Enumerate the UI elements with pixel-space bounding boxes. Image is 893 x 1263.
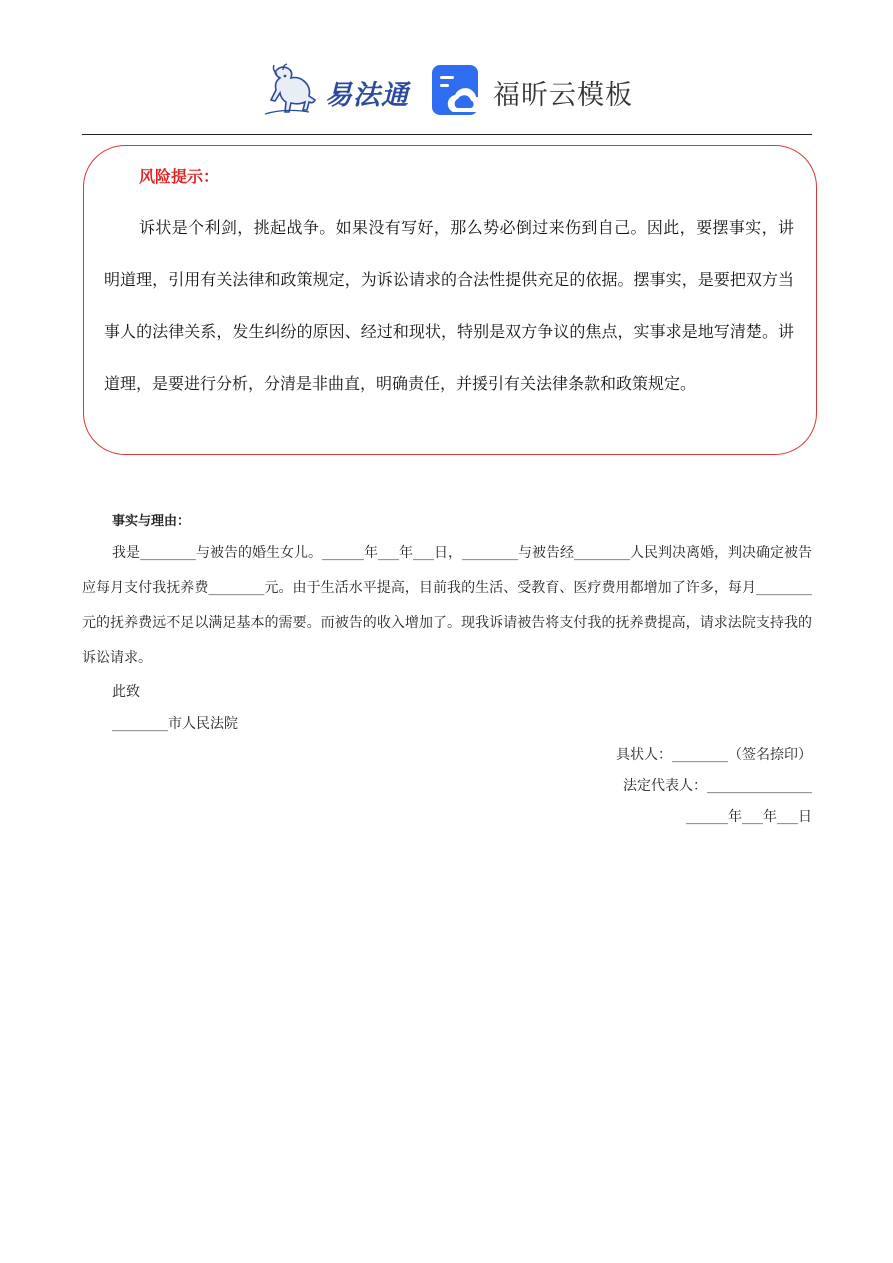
- legal-representative: 法定代表人：_______________: [623, 778, 812, 794]
- salutation: 此致: [112, 684, 140, 700]
- risk-warning-title: 风险提示：: [139, 167, 220, 186]
- cloud-document-icon: [431, 64, 483, 120]
- court-name: ________市人民法院: [112, 716, 238, 732]
- yifatong-logo: [261, 62, 409, 122]
- complaint-body: [82, 508, 812, 833]
- document-date: ______年___年___日: [686, 809, 812, 825]
- yifatong-logo-text: 易法通: [325, 79, 409, 111]
- facts-reasons-heading: 事实与理由：: [112, 514, 191, 529]
- risk-warning-box: [83, 145, 817, 455]
- fuxin-template-logo-text: 福昕云模板: [493, 79, 633, 111]
- plaintiff-signature: 具状人：________（签名捺印）: [616, 747, 812, 763]
- risk-warning-text: 诉状是个利剑，挑起战争。如果没有写好，那么势必倒过来伤到自己。因此，要摆事实，讲明道理，引用有关法律和政策规定，为诉讼请求的合法性提供充足的依据。摆事实，是要把双方当事人的法律关系，发生纠纷的原因、经过和现状，特别是双方争议的焦点，实事求是地写清楚。讲道理，是要进行分析，分清是非曲直，明确责任，并援引有关法律条款和政策规定。: [104, 218, 794, 393]
- fuxin-template-logo: [431, 64, 633, 120]
- header-divider: [82, 134, 812, 135]
- facts-reasons-text: 我是________与被告的婚生女儿。______年___年___日，________与被告经________人民判决离婚，判决确定被告应每月支付我抚养费________元。由于生活水平提高，目前我的生活、受教育、医疗费用都增加了许多，每月________元的抚养费远不足以满足基本的需要。而被告的收入增加了。现我诉请被告将支付我的抚养费提高，请求法院支持我的诉讼请求。: [82, 545, 812, 666]
- qilin-horse-icon: [261, 62, 323, 122]
- page-header: [82, 58, 812, 126]
